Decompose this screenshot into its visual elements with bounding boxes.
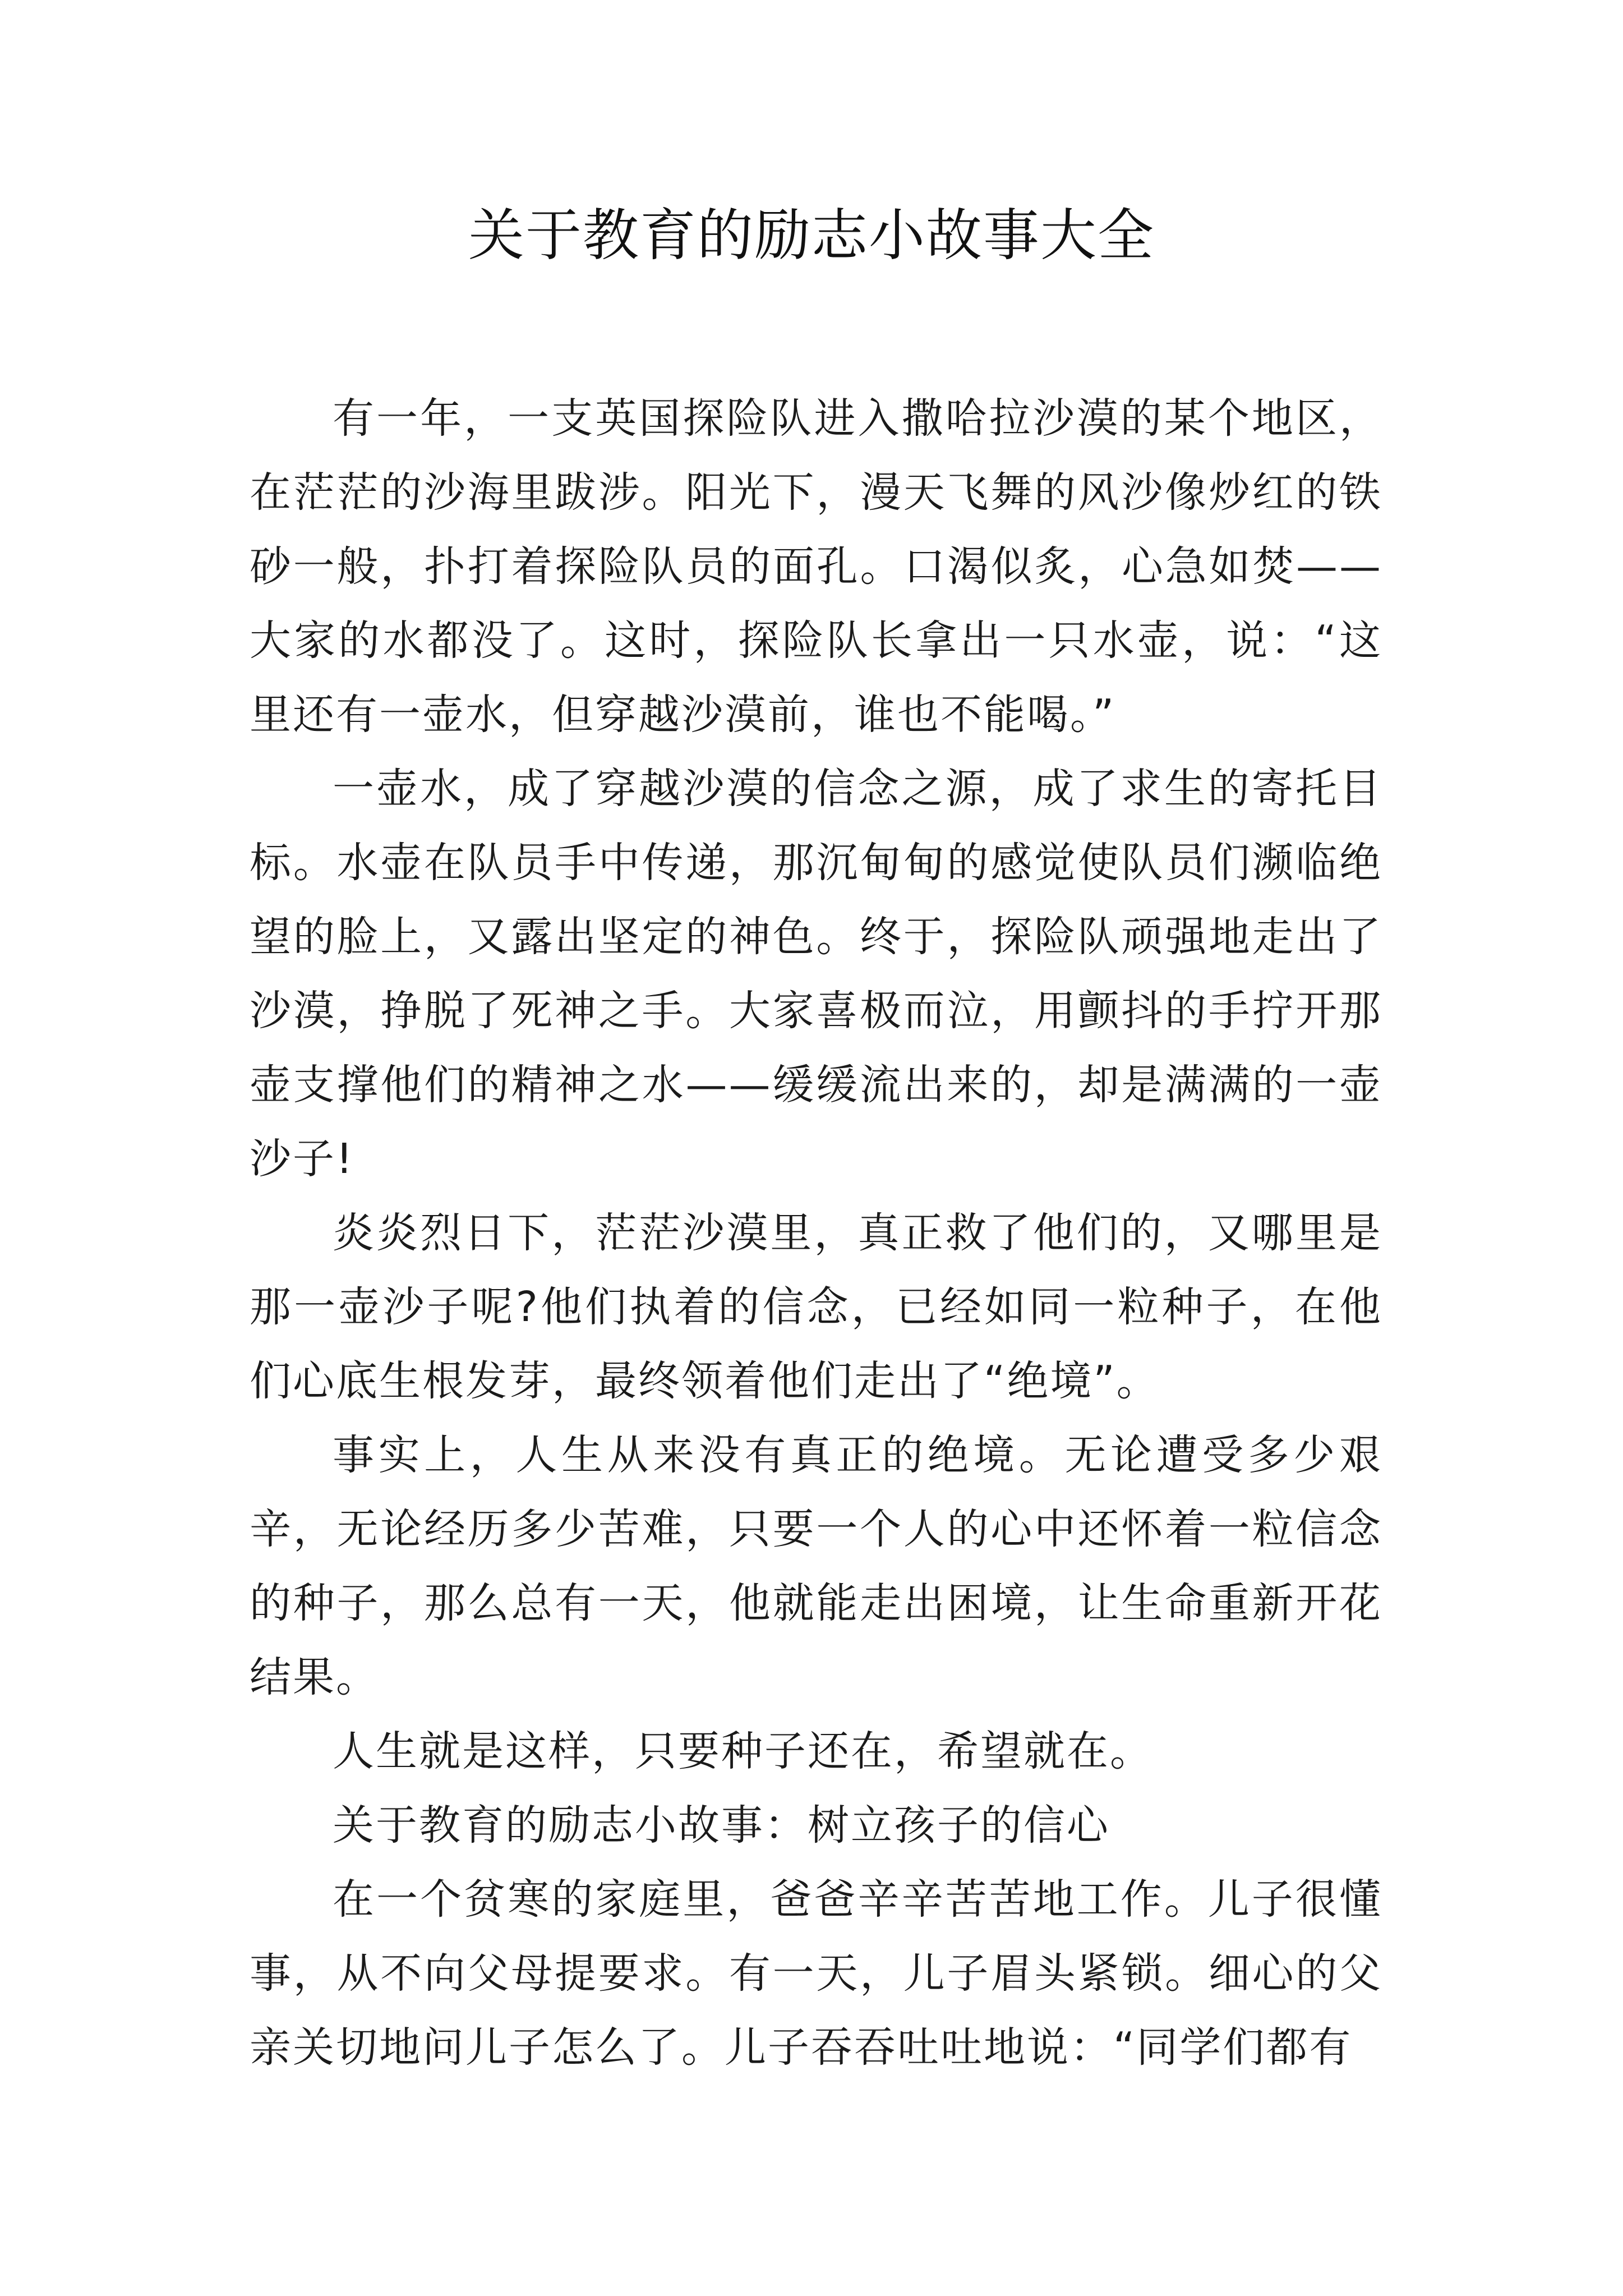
paragraph: 事实上，人生从来没有真正的绝境。无论遭受多少艰辛，无论经历多少苦难，只要一个人的心中还怀着一粒信念的种子，那么总有一天，他就能走出困境，让生命重新开花结果。 [250,1431,1382,1701]
paragraph: 有一年，一支英国探险队进入撒哈拉沙漠的某个地区，在茫茫的沙海里跋涉。阳光下，漫天飞舞的风沙像炒红的铁砂一般，扑打着探险队员的面孔。口渴似炙，心急如焚——大家的水都没了。这时，探险队长拿出一只水壶，说：“这里还有一壶水，但穿越沙漠前，谁也不能喝。” [250,394,1382,739]
section-heading: 关于教育的励志小故事：树立孩子的信心 [333,1801,1110,1849]
paragraph: 在一个贫寒的家庭里，爸爸辛辛苦苦地工作。儿子很懂事，从不向父母提要求。有一天，儿子眉头紧锁。细心的父亲关切地问儿子怎么了。儿子吞吞吐吐地说：“同学们都有 [250,1875,1382,2072]
document-body [250,381,1382,2085]
document-title: 关于教育的励志小故事大全 [468,203,1155,268]
paragraph: 一壶水，成了穿越沙漠的信念之源，成了求生的寄托目标。水壶在队员手中传递，那沉甸甸的感觉使队员们濒临绝望的脸上，又露出坚定的神色。终于，探险队顽强地走出了沙漠，挣脱了死神之手。大家喜极而泣，用颤抖的手拧开那壶支撑他们的精神之水——缓缓流出来的，却是满满的一壶沙子! [250,765,1382,1183]
paragraph: 炎炎烈日下，茫茫沙漠里，真正救了他们的，又哪里是那一壶沙子呢?他们执着的信念，已经如同一粒种子，在他们心底生根发芽，最终领着他们走出了“绝境”。 [250,1209,1382,1405]
paragraph: 人生就是这样，只要种子还在，希望就在。 [333,1727,1153,1775]
